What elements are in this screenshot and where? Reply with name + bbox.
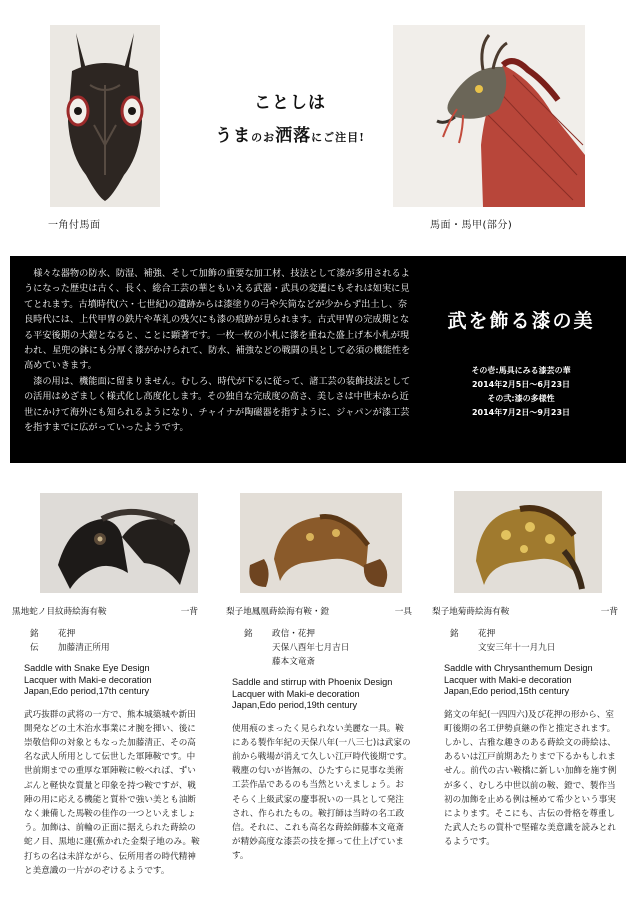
saddle-item-2 — [226, 488, 426, 864]
inscription-row: 天保八酉年七月吉日 — [272, 643, 350, 653]
right-caption: 馬面・馬甲(部分) — [430, 220, 513, 231]
english-caption-3: Saddle with Chrysanthemum Design Lacquer with Maki-e decoration Japan,Edo period,15th century — [444, 663, 593, 696]
item-title-1 — [12, 605, 212, 617]
saddle-photo-1 — [40, 493, 198, 593]
item-name-2: 梨子地鳳凰蒔絵海有鞍・鐙 — [226, 607, 330, 617]
inscriptions-3 — [450, 627, 632, 655]
exhibition-schedule — [416, 364, 626, 420]
part1-title: その壱:馬具にみる漆芸の華 — [471, 366, 571, 375]
description-1: 武巧抜群の武将の一方で、熊本城築城や新田開発などの土木治水事業にオ腕を揮い、後に崇敬信仰の対象ともなった加藤清正、その高名な武人所用として伝世した軍陣鞍です。中世前期までの重厚な軍陣鞍に較べれば、ずいぶんと軽快な質量と印象を持つ鞍ですが、戦陣の用に応える機能と質朴で強い美とも油断なく兼備した馬鞍の佳作の一つといえましょう。加飾は、前輪の正面に据えられた蒔絵の蛇ノ目、黒地に蓮(蕉かれた金梨子地のみ。鞍打ちの名は未詳ながら、伝所用者の時代精神と美意識の一片がのぞけるようです。 — [24, 709, 200, 876]
inscription-row: 藤本文竜斎 — [272, 657, 315, 667]
intro-band — [10, 256, 626, 463]
headline-line2: うまのお洒落にご注目! — [215, 126, 365, 146]
headline — [180, 88, 400, 146]
item-name-1: 黒地蛇ノ目紋蒔絵海有鞍 — [12, 607, 107, 617]
english-caption-1: Saddle with Snake Eye Design Lacquer with Maki-e decoration Japan,Edo period,17th century — [24, 663, 152, 696]
intro-text — [24, 266, 416, 435]
saddle-item-3 — [432, 488, 632, 850]
saddle-photo-3 — [454, 491, 602, 593]
part2-dates: 2014年7月2日〜9月23日 — [471, 408, 571, 417]
item-count-1: 一背 — [180, 607, 198, 617]
intro-paragraph-1: 様々な器物の防水、防湿、補強、そして加飾の重要な加工材、技法として漆が多用されるようになった歴史は古く、長く、総合工芸の華ともいえる武器・武具の変遷にもそれは如実に見てとれます。古墳時代(六・七世紀)の遺跡からは漆塗りの弓や矢筒などが少からず出土し、奈良時代には、上代甲冑の鉄片や革礼の残欠にも漆の痕跡が見られます。古式甲冑の完成期となる平安後期の大鎧となると、ことに顕著です。一枚一枚の小札に漆を重ねた盛上げ本小札が現われ、星兜の鉢にも分厚く漆がかけられて、防水、補強などの戦闘の具として必須の機能性を高めていきます。 — [24, 268, 411, 372]
description-3: 銘文の年紀(一四四六)及び花押の形から、室町後期の名工伊勢貞継の作と推定されます。しかし、古雅な趣きのある蒔絵文の蒔絵は、あるいは江戸前期あたりまで下るかもしれません。前代の古い鞍橋に新しい加飾を施す例が多く、むしろ中世以前の鞍、鐙で、製作当初の加飾を止める例は極めて希少という事実によります。そこにも、古伝の骨格を尊重した武人たちの質朴で堅確な美意識を読みとれるようです。 — [444, 709, 617, 848]
saddle-photo-2 — [240, 493, 402, 593]
inscription-row: 銘 政信・花押 — [244, 629, 315, 639]
item-title-2 — [226, 605, 426, 617]
horse-mask-photo — [50, 25, 160, 207]
item-count-3: 一背 — [600, 607, 618, 617]
description-2: 使用痕のまったく見られない美麗な一具。鞍にある製作年紀の天保八年(一八三七)は武家の前から戦場が消えて久しい江戸時代後期です。戦塵の匂いが皆無の、ひたすらに見事な美術工芸作品であるのも当然といえましょう。おそらく上級武家の慶事祝いの一具として発注され、作られたもの。鞍打師は当時の名工政信。それに、これも高名な蒔絵師藤本文竜斎が精妙高度な漆芸の技を揮って仕上げています。 — [232, 723, 412, 862]
exhibition-title: 武を飾る漆の美 — [447, 310, 595, 332]
item-title-3 — [432, 605, 632, 617]
headline-line1: ことしは — [254, 93, 326, 113]
inscription-row: 銘 花押 — [450, 629, 496, 639]
inscription-row: 伝 加藤清正所用 — [30, 643, 110, 653]
inscriptions-2 — [244, 627, 426, 669]
left-caption: 一角付馬面 — [48, 220, 101, 231]
inscription-row: 銘 花押 — [30, 629, 76, 639]
item-count-2: 一具 — [394, 607, 412, 617]
saddle-item-1 — [12, 488, 212, 878]
english-caption-2: Saddle and stirrup with Phoenix Design Lacquer with Maki-e decoration Japan,Edo period,19th century — [232, 677, 393, 710]
inscription-row: 文安三年十一月九日 — [478, 643, 556, 653]
part2-title: その弐:漆の多様性 — [487, 394, 555, 403]
item-name-3: 梨子地菊蒔絵海有鞍 — [432, 607, 510, 617]
intro-paragraph-2: 漆の用は、機能面に留まりません。むしろ、時代が下るに従って、諸工芸の装飾技法としての活用はめざましく様式化し高度化します。その独自な完成度の高さ、美しさは中世末から近世にかけて海外にも知られるようになり、チャイナが陶磁器を指すように、ジャパンが漆工芸を指すまでに広がっていったようです。 — [24, 375, 411, 434]
part1-dates: 2014年2月5日〜6月23日 — [471, 380, 571, 389]
inscriptions-1 — [30, 627, 212, 655]
dragon-horse-photo — [393, 25, 585, 207]
